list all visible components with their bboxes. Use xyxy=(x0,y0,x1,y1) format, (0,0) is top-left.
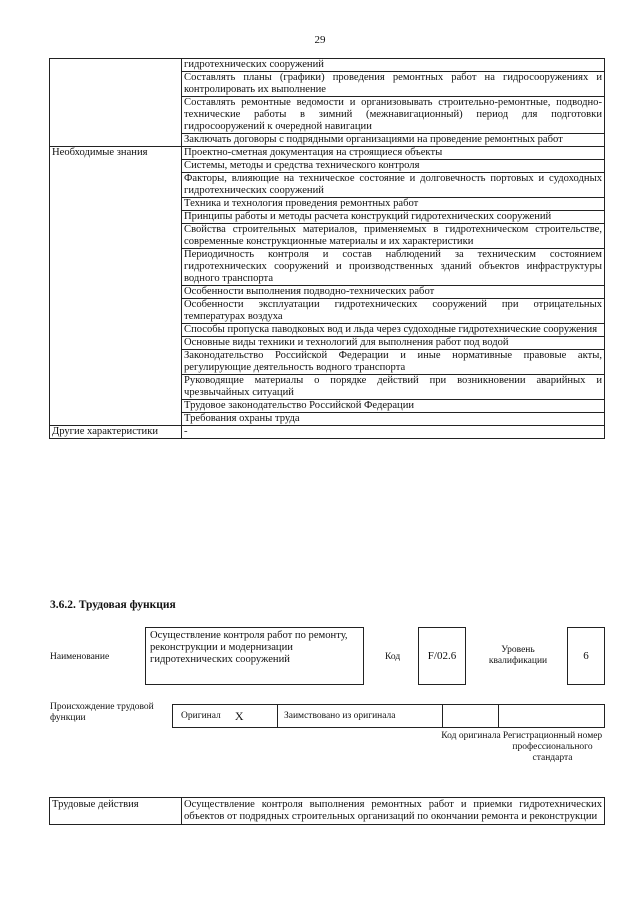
row-text: Свойства строительных материалов, применяемых в гидротехническом строительстве, современные конструкционные материалы и их характеристики xyxy=(182,224,605,249)
origin-label: Происхождение трудовой функции xyxy=(50,702,154,723)
row-text: Руководящие материалы о порядке действий при возникновении аварийных и чрезвычайных ситуаций xyxy=(182,375,605,400)
function-name-box: Осуществление контроля работ по ремонту, реконструкции и модернизации гидротехнических сооружений xyxy=(145,627,364,685)
row-text: Основные виды техники и технологий для выполнения работ под водой xyxy=(182,337,605,350)
knowledge-table xyxy=(49,58,605,439)
row-text: Принципы работы и методы расчета конструкций гидротехнических сооружений xyxy=(182,211,605,224)
qualification-level-value: 6 xyxy=(567,627,605,685)
row-text: - xyxy=(182,426,605,439)
table-row xyxy=(50,426,605,439)
row-text: Трудовое законодательство Российской Федерации xyxy=(182,400,605,413)
code-value: F/02.6 xyxy=(418,627,466,685)
row-text: Проектно-сметная документация на строящиеся объекты xyxy=(182,147,605,160)
row-text: Периодичность контроля и состав наблюдений за техническим состоянием гидротехнических сооружений и производственных зданий объектов инфраструктуры водного транспорта xyxy=(182,249,605,286)
reg-number-cell xyxy=(499,705,604,727)
original-mark: X xyxy=(234,708,244,723)
row-text: Составлять планы (графики) проведения ремонтных работ на гидросооружениях и контролировать их выполнение xyxy=(182,72,605,97)
labor-actions-label: Трудовые действия xyxy=(50,798,182,825)
code-original-label: Код оригинала xyxy=(441,731,501,741)
name-label: Наименование xyxy=(50,652,110,662)
row-text: Особенности эксплуатации гидротехнических сооружений при отрицательных температурах воздуха xyxy=(182,299,605,324)
row-text: Составлять ремонтные ведомости и организовывать строительно-ремонтные, подводно-технические работы в зимний (межнавигационный) период для подготовки гидросооружений к очередной навигации xyxy=(182,97,605,134)
code-label: Код xyxy=(385,652,401,662)
row-text: Законодательство Российской Федерации и иные нормативные правовые акты, регулирующие деятельность водного транспорта xyxy=(182,350,605,375)
row-text: Особенности выполнения подводно-технических работ xyxy=(182,286,605,299)
code-original-cell xyxy=(443,705,499,727)
original-label: Оригинал xyxy=(181,710,221,721)
labor-actions-text: Осуществление контроля выполнения ремонтных работ и приемки гидротехнических объектов от подрядных строительных организаций по окончании ремонта и реконструкции xyxy=(182,798,605,825)
table-row xyxy=(50,59,605,72)
labor-actions-table xyxy=(49,797,605,825)
origin-row xyxy=(172,704,605,728)
table-row xyxy=(50,147,605,160)
original-cell xyxy=(173,705,278,727)
required-knowledge-label: Необходимые знания xyxy=(50,147,182,426)
row-text: гидротехнических сооружений xyxy=(182,59,605,72)
row-text: Способы пропуска паводковых вод и льда через судоходные гидротехнические сооружения xyxy=(182,324,605,337)
borrowed-cell xyxy=(278,705,443,727)
qualification-level-label: Уровень квалификации xyxy=(488,645,548,666)
section-title: 3.6.2. Трудовая функция xyxy=(50,599,176,611)
row-label xyxy=(50,59,182,147)
borrowed-label: Заимствовано из оригинала xyxy=(284,710,396,721)
row-text: Системы, методы и средства технического контроля xyxy=(182,160,605,173)
row-text: Заключать договоры с подрядными организациями на проведение ремонтных работ xyxy=(182,134,605,147)
row-text: Требования охраны труда xyxy=(182,413,605,426)
reg-number-label: Регистрационный номер профессионального стандарта xyxy=(502,731,603,763)
other-characteristics-label: Другие характеристики xyxy=(50,426,182,439)
row-text: Техника и технология проведения ремонтных работ xyxy=(182,198,605,211)
page-number: 29 xyxy=(314,34,326,46)
row-text: Факторы, влияющие на техническое состояние и долговечность портовых и судоходных гидротехнических сооружений xyxy=(182,173,605,198)
table-row xyxy=(50,798,605,825)
